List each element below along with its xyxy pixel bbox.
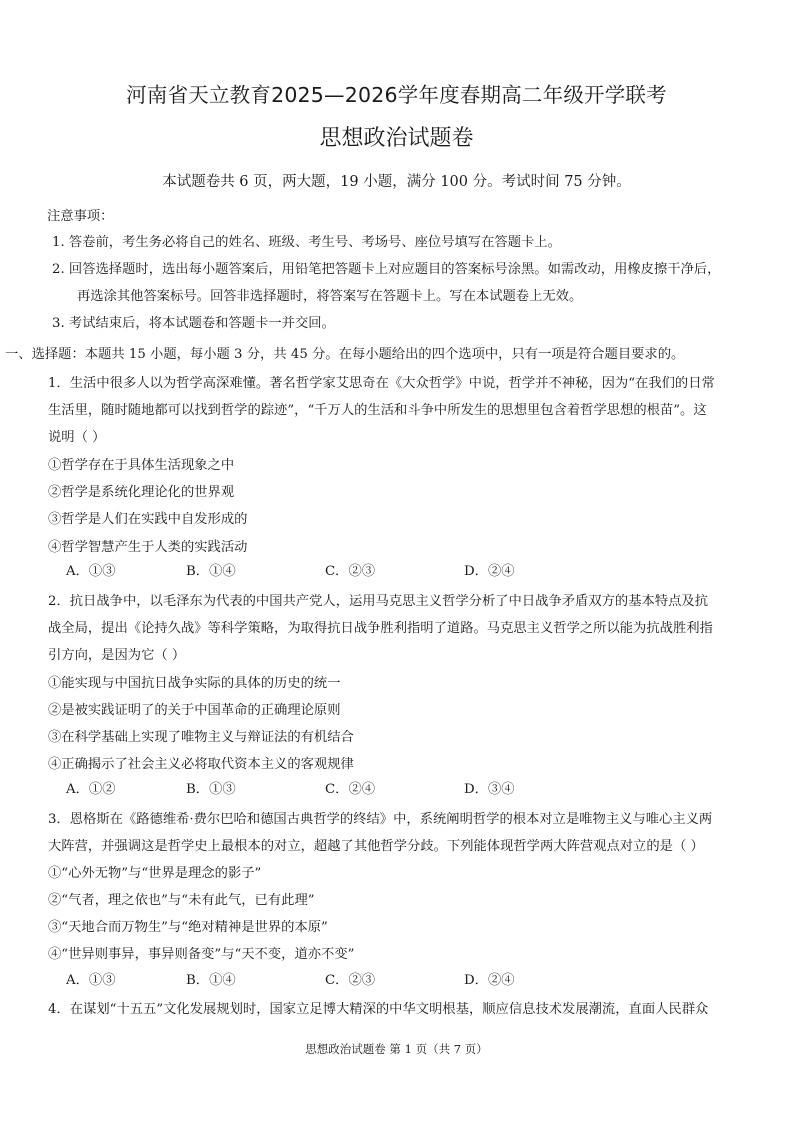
option-a: A．①③ xyxy=(66,564,116,579)
question-stem: 大阵营，并强调这是哲学史上最根本的对立，超越了其他哲学分歧。下列能体现哲学两大阵营观点对立的是（ ） xyxy=(48,839,704,854)
exam-subtitle: 思想政治试题卷 xyxy=(319,126,474,151)
question-item: ①哲学存在于具体生活现象之中 xyxy=(48,458,235,473)
question-item: ①“心外无物”与“世界是理念的影子” xyxy=(48,866,262,881)
option-c: C．②③ xyxy=(325,973,376,988)
option-b: B．①④ xyxy=(186,564,236,579)
question-item: ②哲学是系统化理论化的世界观 xyxy=(48,485,235,500)
question-item: ③“天地合而万物生”与“绝对精神是世界的本原” xyxy=(48,920,328,935)
question-stem: 4．在谋划“十五五”文化发展规划时，国家立足博大精深的中华文明根基，顺应信息技术发展潮流，直面人民群众 xyxy=(48,1002,709,1017)
answer-options xyxy=(0,778,793,796)
question-item: ④正确揭示了社会主义必将取代资本主义的客观规律 xyxy=(48,757,354,772)
question-stem: 生活里，随时随地都可以找到哲学的踪迹”，“千万人的生活和斗争中所发生的思想里包含着哲学思想的根苗”。这 xyxy=(48,403,707,418)
option-a: A．①③ xyxy=(66,973,116,988)
question-item: ②“气者，理之依也”与“未有此气，已有此理” xyxy=(48,893,315,908)
option-c: C．②④ xyxy=(325,782,376,797)
notice-item: 再选涂其他答案标号。回答非选择题时，将答案写在答题卡上。写在本试题卷上无效。 xyxy=(77,289,583,304)
exam-title: 河南省天立教育2025—2026学年度春期高二年级开学联考 xyxy=(126,83,667,107)
question-stem: 引方向，是因为它（ ） xyxy=(48,648,186,663)
question-item: ③在科学基础上实现了唯物主义与辩证法的有机结合 xyxy=(48,730,354,745)
notice-item: 3. 考试结束后，将本试题卷和答题卡一并交回。 xyxy=(52,316,335,331)
question-item: ③哲学是人们在实践中自发形成的 xyxy=(48,512,248,527)
option-d: D．②④ xyxy=(464,973,515,988)
question-item: ②是被实践证明了的关于中国革命的正确理论原则 xyxy=(48,703,341,718)
option-b: B．①③ xyxy=(186,782,236,797)
question-stem: 战全局，提出《论持久战》等科学策略，为取得抗日战争胜利指明了道路。马克思主义哲学之所以能为抗战胜利指 xyxy=(48,621,713,636)
notice-item: 2. 回答选择题时，选出每小题答案后，用铅笔把答题卡上对应题目的答案标号涂黑。如需改动，用橡皮擦干净后， xyxy=(52,262,721,277)
option-b: B．①④ xyxy=(186,973,236,988)
question-stem: 2．抗日战争中，以毛泽东为代表的中国共产党人，运用马克思主义哲学分析了中日战争矛盾双方的基本特点及抗 xyxy=(48,594,709,609)
page-footer: 思想政治试题卷 第 1 页（共 7 页） xyxy=(305,1042,488,1056)
answer-options xyxy=(0,560,793,578)
notice-item: 1. 答卷前，考生务必将自己的姓名、班级、考生号、考场号、座位号填写在答题卡上。 xyxy=(52,235,561,250)
option-d: D．②④ xyxy=(464,564,515,579)
question-item: ①能实现与中国抗日战争实际的具体的历史的统一 xyxy=(48,676,341,691)
notice-heading: 注意事项： xyxy=(47,209,114,224)
question-item: ④“世异则事异，事异则备变”与“天不变，道亦不变” xyxy=(48,947,355,962)
option-d: D．③④ xyxy=(464,782,515,797)
question-stem: 说明（ ） xyxy=(48,430,106,445)
section-heading: 一、选择题：本题共 15 小题，每小题 3 分，共 45 分。在每小题给出的四个选项中，只有一项是符合题目要求的。 xyxy=(5,347,685,362)
exam-intro: 本试题卷共 6 页，两大题，19 小题，满分 100 分。考试时间 75 分钟。 xyxy=(162,174,631,190)
option-a: A．①② xyxy=(66,782,116,797)
question-stem: 3．恩格斯在《路德维希·费尔巴哈和德国古典哲学的终结》中，系统阐明哲学的根本对立是唯物主义与唯心主义两 xyxy=(48,812,713,827)
question-stem: 1．生活中很多人以为哲学高深难懂。著名哲学家艾思奇在《大众哲学》中说，哲学并不神秘，因为“在我们的日常 xyxy=(48,376,715,391)
option-c: C．②③ xyxy=(325,564,376,579)
question-item: ④哲学智慧产生于人类的实践活动 xyxy=(48,540,248,555)
answer-options xyxy=(0,969,793,987)
